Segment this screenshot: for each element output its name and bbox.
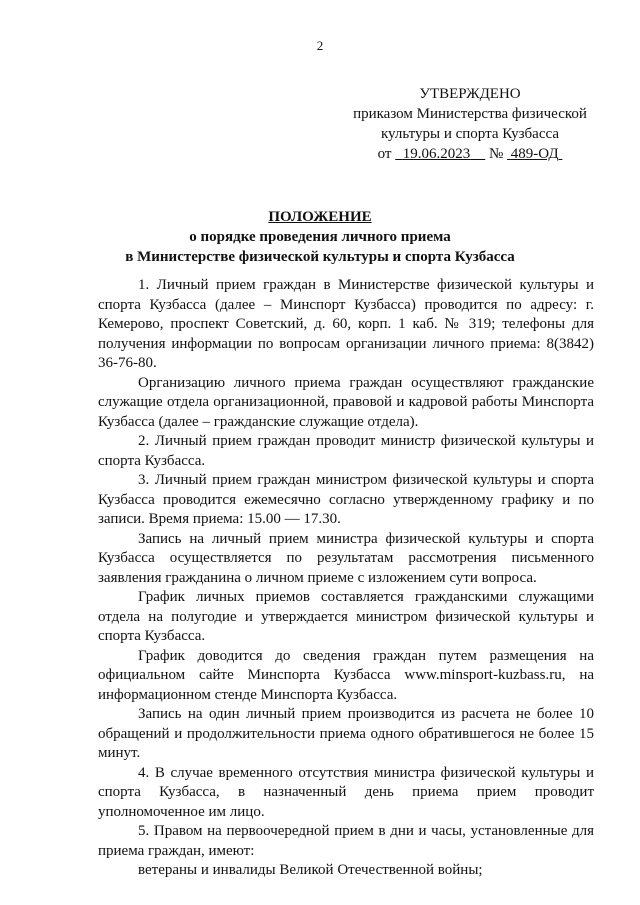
- approval-from-label: от: [377, 146, 392, 162]
- document-title: [0, 207, 640, 267]
- paragraph: ветераны и инвалиды Великой Отечественной войны;: [138, 862, 483, 878]
- approval-approved: УТВЕРЖДЕНО: [419, 86, 521, 102]
- paragraph: 2. Личный прием граждан проводит министр физической культуры и спорта Кузбасса.: [98, 433, 594, 469]
- document-body: [98, 276, 594, 881]
- paragraph: 1. Личный прием граждан в Министерстве физической культуры и спорта Кузбасса (далее – Минспорт Кузбасса) проводится по адресу: г. Кемерово, проспект Советский, д. 60, корп. 1 каб. № 319; телефоны для получения информации по вопросам организации личного приема: 8(3842) 36-76-80.: [98, 277, 594, 371]
- approval-date: 19.06.2023: [402, 146, 471, 162]
- paragraph: График доводится до сведения граждан путем размещения на официальном сайте Минспорта Кузбасса www.minsport-kuzbass.ru, на информационном стенде Минспорта Кузбасса.: [98, 647, 594, 703]
- paragraph: 3. Личный прием граждан министром физической культуры и спорта Кузбасса проводится ежемесячно согласно утвержденному графику и по записи. Время приема: 15.00 — 17.30.: [98, 472, 594, 527]
- title-heading: ПОЛОЖЕНИЕ: [268, 209, 372, 225]
- approval-stamp: [340, 84, 600, 164]
- page-number: 2: [316, 38, 324, 53]
- title-line-2: в Министерстве физической культуры и спорта Кузбасса: [125, 249, 515, 265]
- approval-line-1: приказом Министерства физической: [353, 106, 587, 122]
- paragraph: 4. В случае временного отсутствия министра физической культуры и спорта Кузбасса, в назначенный день приема прием проводит уполномоченное им лицо.: [98, 764, 594, 820]
- paragraph: Организацию личного приема граждан осуществляют гражданские служащие отдела организационной, правовой и кадровой работы Минспорта Кузбасса (далее – гражданские служащие отдела).: [98, 374, 594, 430]
- approval-number: 489-ОД: [510, 146, 559, 162]
- paragraph: Запись на личный прием министра физической культуры и спорта Кузбасса осуществляется по результатам рассмотрения письменного заявления гражданина о личном приеме с изложением сути вопроса.: [98, 530, 594, 586]
- approval-line-2: культуры и спорта Кузбасса: [380, 126, 559, 142]
- approval-number-label: №: [488, 146, 504, 162]
- title-line-1: о порядке проведения личного приема: [189, 229, 451, 245]
- approval-order-line: [340, 144, 600, 164]
- paragraph: График личных приемов составляется гражданскими служащими отдела на полугодие и утверждается министром физической культуры и спорта Кузбасса.: [98, 589, 594, 644]
- paragraph: Запись на один личный прием производится из расчета не более 10 обращений и продолжительности приема одного обратившегося не более 15 минут.: [98, 706, 594, 761]
- paragraph: 5. Правом на первоочередной прием в дни и часы, установленные для приема граждан, имеют:: [98, 823, 594, 859]
